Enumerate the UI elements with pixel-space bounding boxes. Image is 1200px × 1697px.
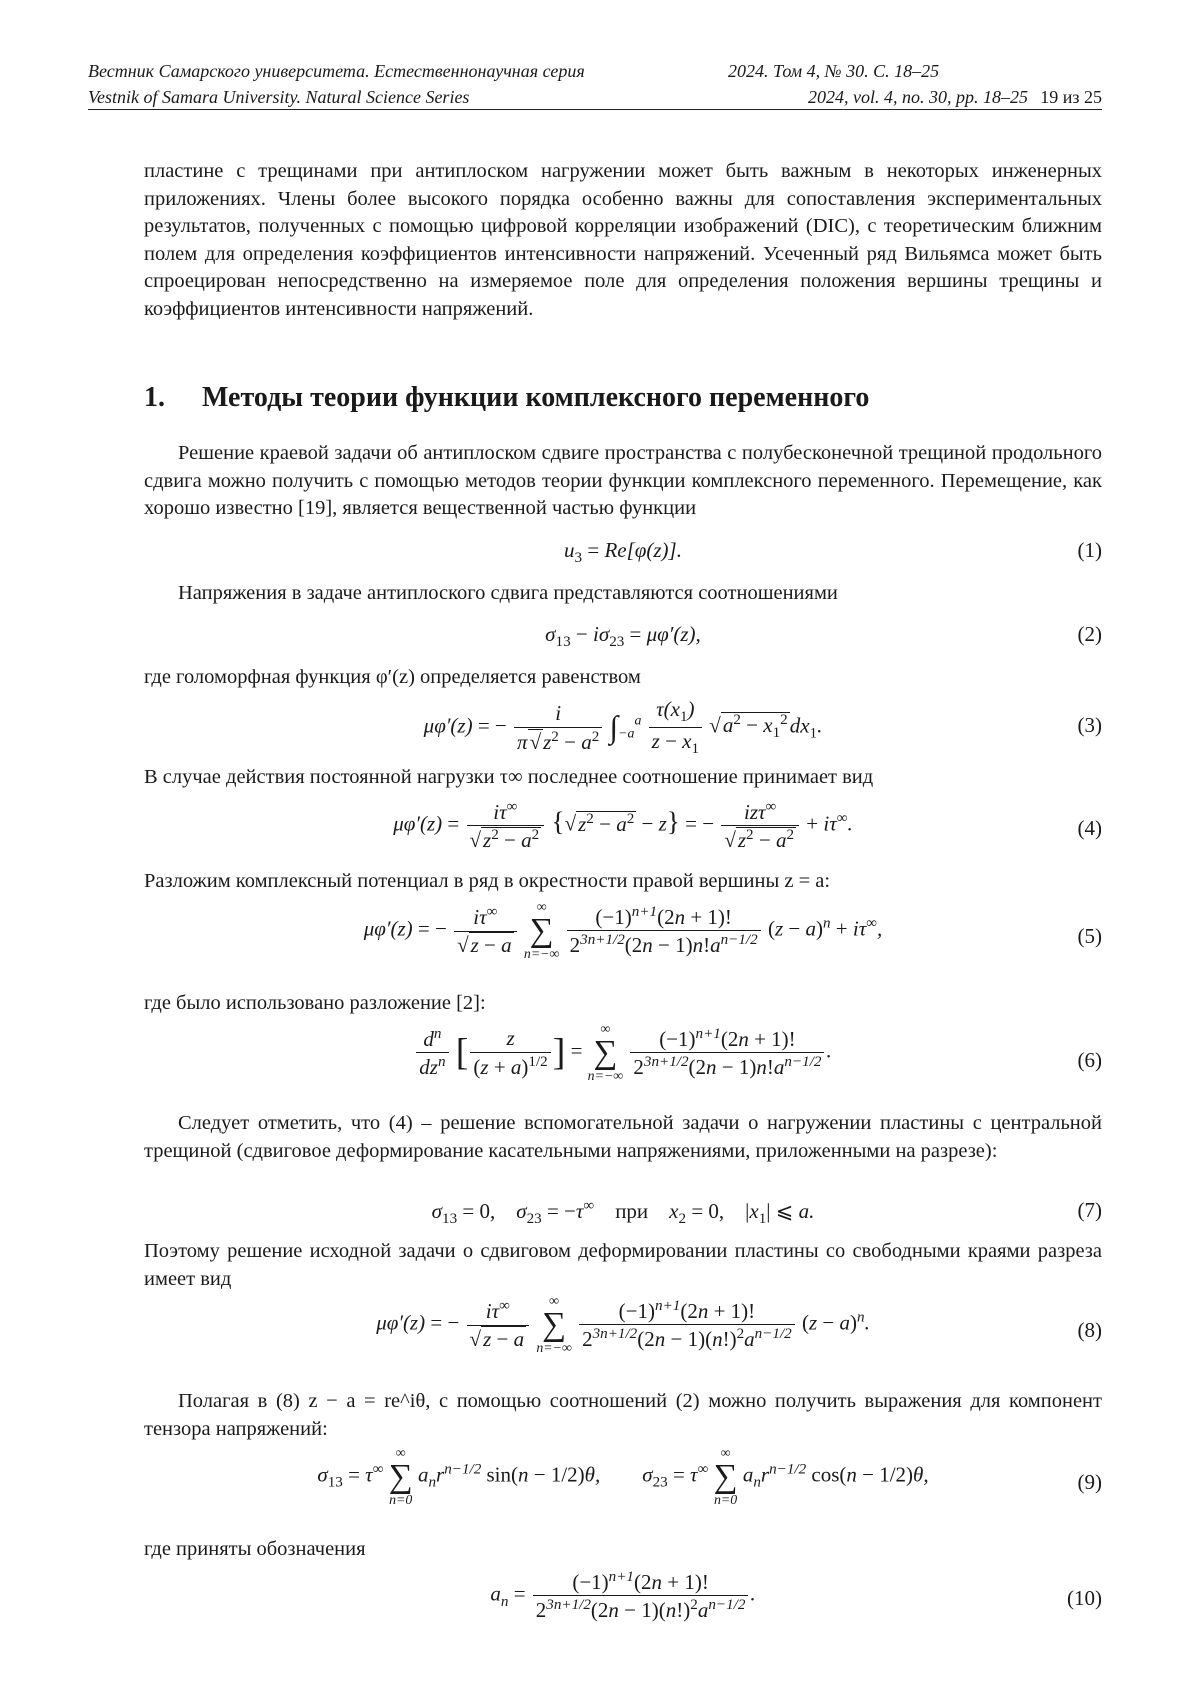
- equation-3: μφ′(z) = − $\frac{i}{\pi√z^2 - a^2}$ $\int_{-a}^a$ $\frac{\tau(x_1)}{z - x_1}$ $√a^2 - x_1^2dx_1$. (3): [423, 697, 1102, 758]
- section-number: 1.: [144, 382, 165, 413]
- paragraph-2: Напряжения в задаче антиплоского сдвига представляются соотношениями: [178, 582, 838, 604]
- paragraph-3: где голоморфная функция φ′(z) определяется равенством: [144, 666, 641, 688]
- paragraph-10: где приняты обозначения: [144, 1538, 366, 1560]
- equation-9: $\sigma_{13} = \tau^\infty$ ∞ ∑ n=0 $a_nr^{n-1/2}$ sin(n − 1/2)θ, $\sigma_{23} = \tau^\infty$ ∞ ∑ n=0 $a_nr^{n-1/2}$ cos(n − 1/2)θ, (9): [317, 1445, 1102, 1508]
- equation-number: (6): [1077, 1048, 1102, 1072]
- section-heading: [144, 382, 869, 414]
- running-header: [88, 58, 1102, 110]
- paragraph-1: Решение краевой задачи об антиплоском сдвиге пространства с полубесконечной трещиной продольного сдвига можно получить с помощью методов теории функции комплексного переменного. Перемещение, как хорошо известно [19], является вещественной частью функции: [144, 442, 1102, 519]
- equation-4: μφ′(z) = $\frac{i\tau^\infty}{√z^2 - a^2}$ $\{√z^2 - a^2 - z\}$ = − $\frac{iz\tau^\infty}{√z^2 - a^2}$ + iτ∞. (4): [393, 799, 1102, 853]
- paragraph-8: Поэтому решение исходной задачи о сдвиговом деформировании пластины со свободными краями разреза имеет вид: [144, 1240, 1102, 1290]
- paragraph-9: Полагая в (8) z − a = re^iθ, с помощью соотношений (2) можно получить выражения для компонент тензора напряжений:: [144, 1390, 1102, 1440]
- equation-number: (9): [1077, 1470, 1102, 1494]
- paragraph-6: где было использовано разложение [2]:: [144, 992, 486, 1014]
- header-rule: [88, 109, 1102, 110]
- equation-6: $\frac{d^n}{dz^n}$ [ $\frac{z}{(z + a)^{1/2}}$ ] = ∞ ∑ n=−∞ $\frac{(-1)^{n+1}(2n + 1)!}{2^{3n+1/2}(2n - 1)n!a^{n-1/2}}$ . (6): [144, 1022, 1102, 1102]
- equation-number: (8): [1077, 1318, 1102, 1342]
- section-title: Методы теории функции комплексного переменного: [202, 382, 870, 413]
- equation-10: $a_n$ = $\frac{(-1)^{n+1}(2n + 1)!}{2^{3n+1/2}(2n - 1)(n!)^2a^{n-1/2}}$ . (10): [490, 1569, 1102, 1623]
- journal-title-ru: Вестник Самарского университета. Естественнонаучная серия: [88, 61, 585, 81]
- equation-number: (4): [1077, 816, 1102, 840]
- equation-number: (5): [1077, 924, 1102, 948]
- page-number: 19 из 25: [1040, 87, 1102, 107]
- equation-number: (7): [1077, 1198, 1102, 1222]
- equation-7: $\sigma_{13} = 0$, $\sigma_{23} = -\tau^\infty$ при $x_2 = 0$, $|x_1|$ ⩽ a. (7): [431, 1198, 1102, 1228]
- equation-1: $u_3 = Re[\varphi(z)]$. (1): [564, 538, 1102, 567]
- equation-number: (10): [1067, 1586, 1102, 1610]
- issue-info-en: 2024, vol. 4, no. 30, pp. 18–25: [808, 87, 1028, 107]
- paragraph-7: Следует отметить, что (4) – решение вспомогательной задачи о нагружении пластины с центральной трещиной (сдвиговое деформирование касательными напряжениями, приложенными на разрезе):: [144, 1112, 1102, 1162]
- equation-2: $\sigma_{13} - i\sigma_{23} = \mu\varphi'(z)$, (2): [545, 622, 1102, 651]
- equation-number: (2): [1077, 622, 1102, 646]
- journal-title-en: Vestnik of Samara University. Natural Science Series: [88, 87, 470, 107]
- equation-5: μφ′(z) = − $\frac{i\tau^\infty}{√z - a}$ ∞ ∑ n=−∞ $\frac{(-1)^{n+1}(2n + 1)!}{2^{3n+1/2}(2n - 1)n!a^{n-1/2}}$ $(z - a)^n + i\tau^\infty$, (5): [363, 899, 1102, 962]
- equation-number: (3): [1077, 713, 1102, 737]
- paragraph-5: Разложим комплексный потенциал в ряд в окрестности правой вершины z = a:: [144, 870, 831, 892]
- issue-info-ru: 2024. Том 4, № 30. С. 18–25: [728, 61, 940, 81]
- paragraph-4: В случае действия постоянной нагрузки τ∞ последнее соотношение принимает вид: [144, 766, 874, 788]
- intro-paragraph: пластине с трещинами при антиплоском нагружении может быть важным в некоторых инженерных приложениях. Члены более высокого порядка особенно важны для сопоставления экспериментальных результатов, полученных с помощью цифровой корреляции изображений (DIC), с теоретическим ближним полем для определения коэффициентов интенсивности напряжений. Усеченный ряд Вильямса может быть спроецирован непосредственно на измеряемое поле для определения положения вершины трещины и коэффициентов интенсивности напряжений.: [144, 160, 1102, 320]
- equation-8: μφ′(z) = − $\frac{i\tau^\infty}{√z - a}$ ∞ ∑ n=−∞ $\frac{(-1)^{n+1}(2n + 1)!}{2^{3n+1/2}(2n - 1)(n!)^2a^{n-1/2}}$ $(z - a)^n$. (8): [376, 1293, 1102, 1356]
- equation-number: (1): [1077, 538, 1102, 562]
